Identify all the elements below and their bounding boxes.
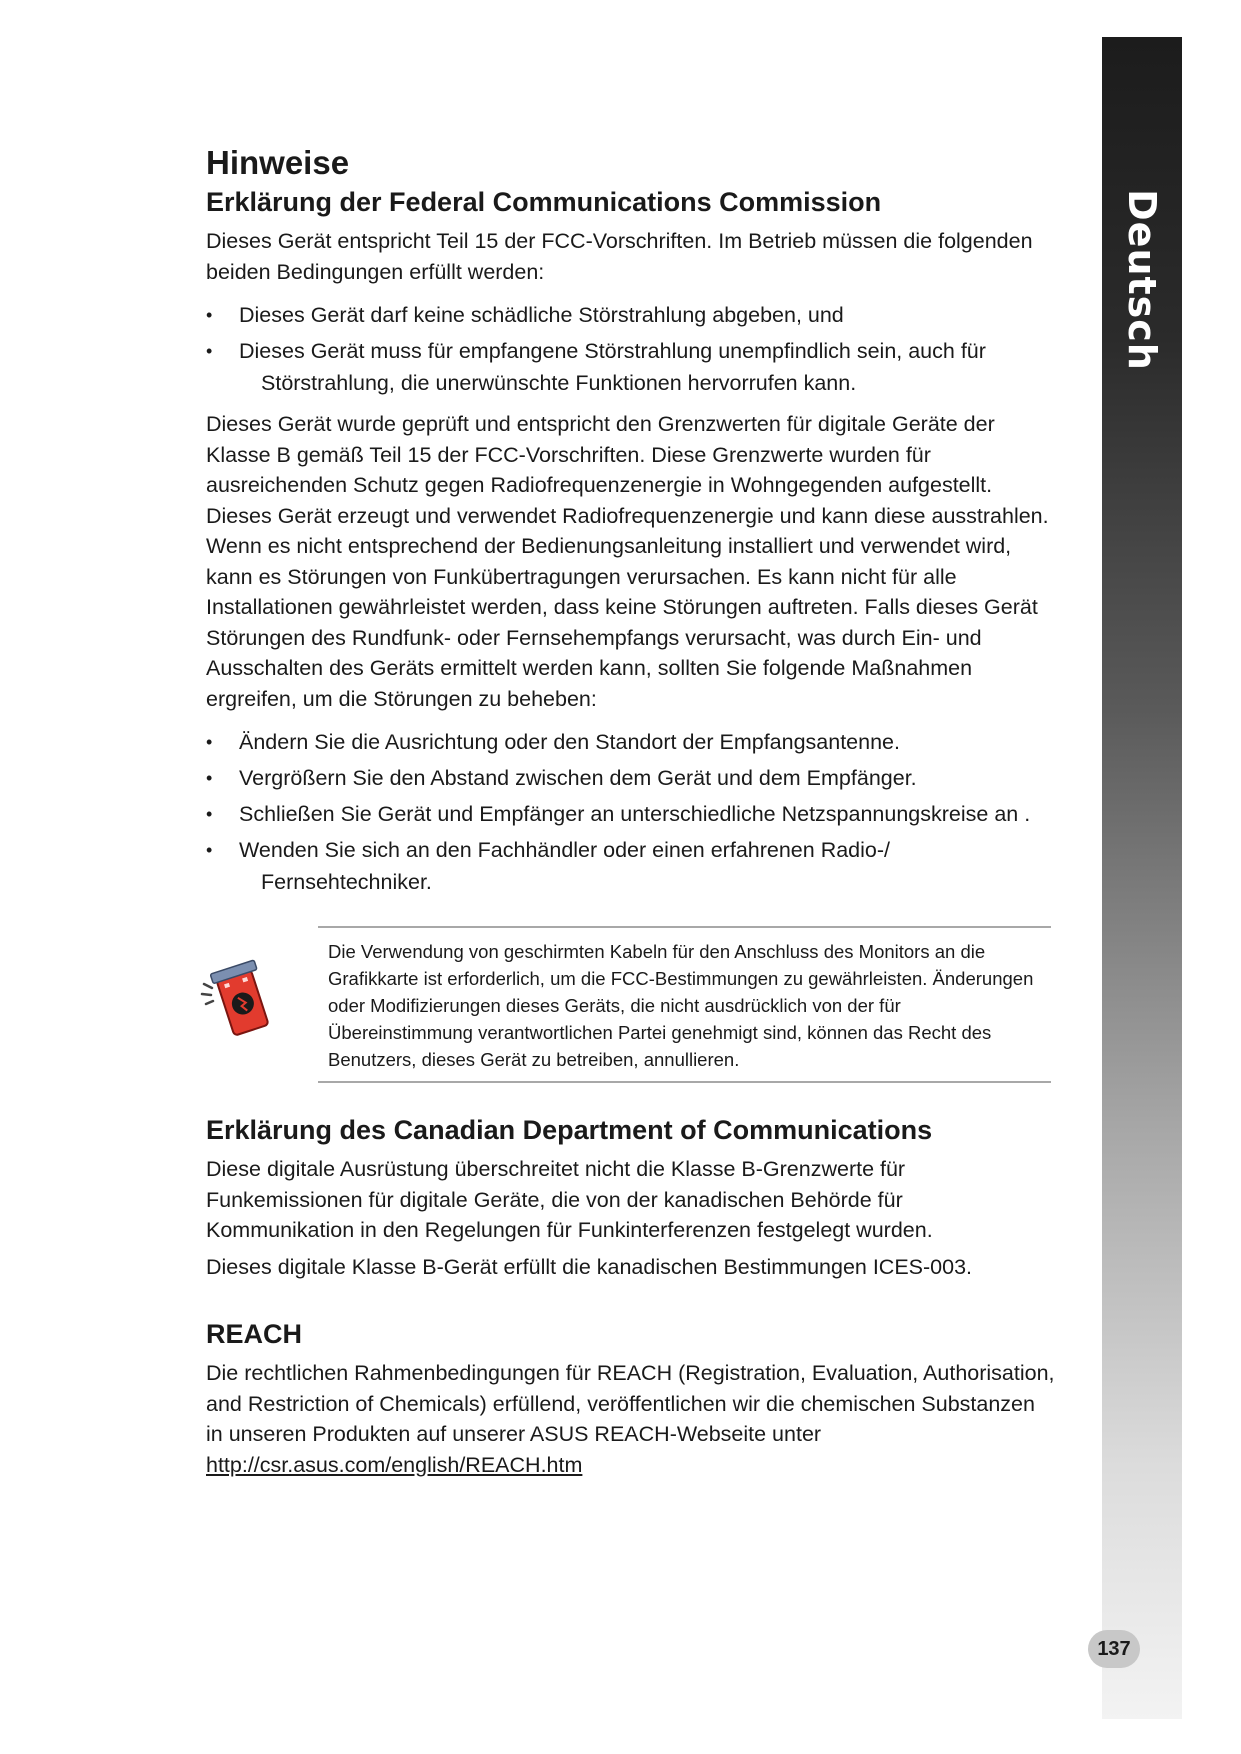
main-content — [206, 142, 1056, 1480]
list-item — [206, 798, 1056, 830]
list-item-text: • Dieses Gerät darf keine schädliche Störstrahlung abgeben, und — [239, 303, 844, 327]
fcc-measures-list — [206, 726, 1056, 898]
list-item-text: • Wenden Sie sich an den Fachhändler oder einen erfahrenen Radio-/ — [239, 838, 891, 862]
reach-heading: REACH — [206, 1319, 303, 1349]
list-item-text-continued: Fernsehtechniker. — [261, 870, 432, 894]
note-box — [318, 926, 1051, 1083]
list-item-text: • Vergrößern Sie den Abstand zwischen dem Gerät und dem Empfänger. — [239, 766, 917, 790]
list-item — [206, 335, 1056, 399]
reach-paragraph — [206, 1358, 1056, 1480]
reach-link[interactable]: http://csr.asus.com/english/REACH.htm — [206, 1452, 583, 1477]
note-text: Die Verwendung von geschirmten Kabeln für den Anschluss des Monitors an die Grafikkarte ist erforderlich, um die FCC-Bestimmungen zu gewährleisten. Änderungen oder Modifizierungen dieses Geräts, die nicht ausdrücklich von der für Übereinstimmung verantwortlichen Partei genehmigt sind, können das Recht des Benutzers, dieses Gerät zu betreiben, annullieren. — [328, 941, 1034, 1070]
list-item-text: • Ändern Sie die Ausrichtung oder den Standort der Empfangsantenne. — [239, 730, 900, 754]
page-number: 137 — [1088, 1630, 1140, 1668]
fcc-conditions-list — [206, 299, 1056, 399]
list-item-text-continued: Störstrahlung, die unerwünschte Funktionen hervorrufen kann. — [261, 371, 857, 395]
list-item-text: • Schließen Sie Gerät und Empfänger an unterschiedliche Netzspannungskreise an . — [239, 802, 1031, 826]
fcc-heading: Erklärung der Federal Communications Commission — [206, 187, 882, 217]
canada-heading: Erklärung des Canadian Department of Communications — [206, 1115, 933, 1145]
language-tab-label-wrap — [1102, 189, 1182, 371]
language-tab-label: Deutsch — [1120, 189, 1165, 371]
warning-card-icon — [196, 946, 286, 1056]
list-item — [206, 299, 1056, 331]
fcc-body: Dieses Gerät wurde geprüft und entspricht den Grenzwerten für digitale Geräte der Klasse B gemäß Teil 15 der FCC-Vorschriften. Diese Grenzwerte wurden für ausreichenden Schutz gegen Radiofrequenzenergie in Wohngegenden aufgestellt. Dieses Gerät erzeugt und verwendet Radiofrequenzenergie und kann diese ausstrahlen. Wenn es nicht entsprechend der Bedienungsanleitung installiert und verwendet wird, kann es Störungen von Funkübertragungen verursachen. Es kann nicht für alle Installationen gewährleistet werden, dass keine Störungen auftreten. Falls dieses Gerät Störungen des Rundfunk- oder Fernsehempfangs verursacht, was durch Ein- und Ausschalten des Geräts ermittelt werden kann, sollten Sie folgende Maßnahmen ergreifen, um die Störungen zu beheben: — [206, 412, 1049, 711]
page-title: Hinweise — [206, 144, 350, 181]
reach-text: Die rechtlichen Rahmenbedingungen für REACH (Registration, Evaluation, Authorisation, and Restriction of Chemicals) erfüllend, veröffentlichen wir die chemischen Substanzen in unseren Produkten auf unserer ASUS REACH-Webseite unter — [206, 1361, 1055, 1446]
warning-note — [206, 926, 1056, 1086]
list-item — [206, 834, 1056, 898]
canada-paragraph-1: Diese digitale Ausrüstung überschreitet nicht die Klasse B-Grenzwerte für Funkemissionen für digitale Geräte, die von der kanadischen Behörde für Kommunikation in den Regelungen für Funkinterferenzen festgelegt wurden. — [206, 1157, 933, 1242]
fcc-intro: Dieses Gerät entspricht Teil 15 der FCC-Vorschriften. Im Betrieb müssen die folgenden beiden Bedingungen erfüllt werden: — [206, 229, 1033, 284]
canada-paragraph-2: Dieses digitale Klasse B-Gerät erfüllt die kanadischen Bestimmungen ICES-003. — [206, 1254, 973, 1279]
list-item — [206, 762, 1056, 794]
list-item — [206, 726, 1056, 758]
list-item-text: • Dieses Gerät muss für empfangene Störstrahlung unempfindlich sein, auch für — [239, 339, 986, 363]
